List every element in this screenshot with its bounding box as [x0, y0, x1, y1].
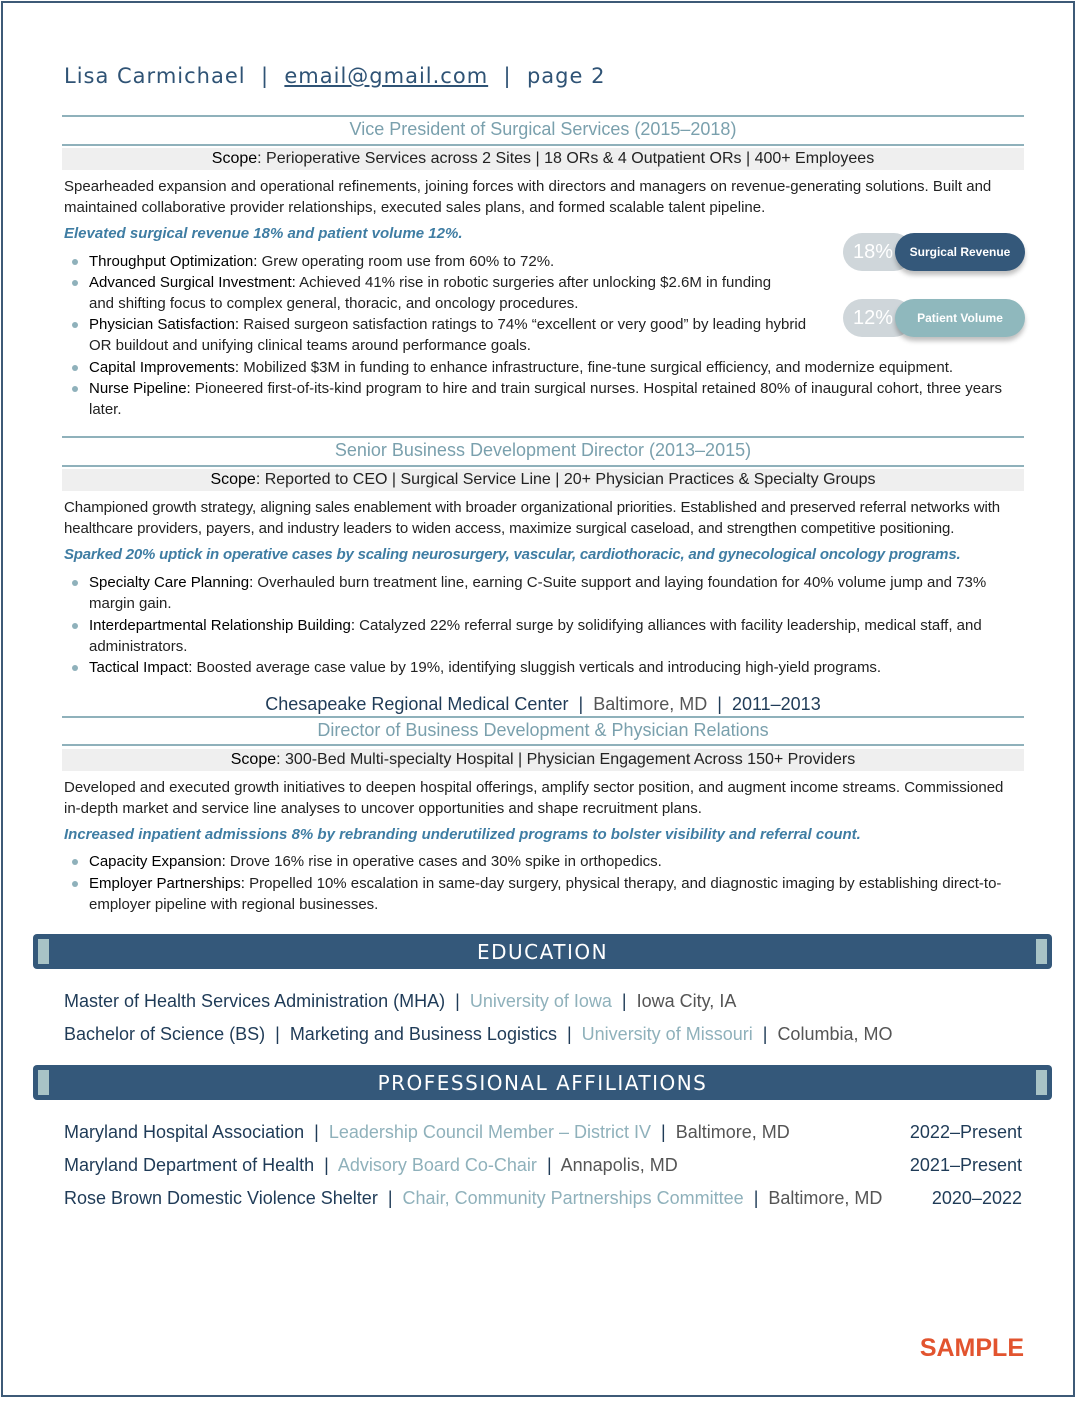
affiliation-dates: 2021–Present — [909, 1155, 1022, 1175]
job3-top-rule — [62, 716, 1024, 718]
job3-bottom-rule — [62, 744, 1024, 746]
job2-summary: Championed growth strategy, aligning sales enablement with broader organizational priorities. Established and preserved referral networks with healthcare providers, payers, and industry leaders to widen access, maximize surgical caseload, and strengthen competitive positioning. — [64, 499, 1001, 537]
affiliations-heading: PROFESSIONAL AFFILIATIONS — [377, 1071, 708, 1095]
job1-top-rule — [62, 115, 1024, 117]
affiliation-item: Rose Brown Domestic Violence Shelter | Chair, Community Partnerships Committee | Baltimore, MD — [64, 1188, 883, 1208]
affiliation-dates: 2020–2022 — [931, 1188, 1022, 1208]
job2-top-rule — [62, 436, 1024, 438]
list-item: Advanced Surgical Investment: Achieved 41% rise in robotic surgeries after unlocking $2.6M in funding and shifting focus to complex general, thoracic, and oncology procedures. — [72, 272, 777, 314]
list-item: Specialty Care Planning: Overhauled burn treatment line, earning C-Suite support and laying foundation for 40% volume jump and 73% margin gain. — [72, 572, 1012, 614]
job1-title: Vice President of Surgical Services (2015–2018) — [349, 119, 737, 139]
list-item: Throughput Optimization: Grew operating room use from 60% to 72%. — [72, 251, 812, 272]
job1-highlight: Elevated surgical revenue 18% and patient volume 12%. — [64, 225, 463, 242]
job1-bottom-rule — [62, 144, 1024, 146]
bullet-icon — [72, 580, 78, 586]
job3-summary: Developed and executed growth initiatives to deepen hospital offerings, amplify sector position, and augment income streams. Commissioned in-depth market and service line analyses to uncover opportunities and shape recruitment plans. — [64, 779, 1004, 817]
job3-employer: Chesapeake Regional Medical Center | Baltimore, MD | 2011–2013 — [265, 694, 821, 714]
education-item: Bachelor of Science (BS) | Marketing and Business Logistics | University of Missouri | Columbia, MO — [64, 1024, 893, 1044]
job3-highlight: Increased inpatient admissions 8% by rebranding underutilized programs to bolster visibility and referral count. — [64, 826, 861, 843]
candidate-name: Lisa Carmichael — [64, 64, 246, 88]
bullet-icon — [72, 322, 78, 328]
job1-summary: Spearheaded expansion and operational refinements, joining forces with directors and managers on revenue-generating solutions. Built and maintained collaborative provider relationships, executed sales plans, and formed scalable talent pipeline. — [64, 178, 992, 216]
job3-title: Director of Business Development & Physician Relations — [317, 720, 769, 740]
bullet-icon — [72, 386, 78, 392]
job2-highlight: Sparked 20% uptick in operative cases by scaling neurosurgery, vascular, cardiothoracic, and gynecological oncology programs. — [64, 546, 961, 563]
affiliation-item: Maryland Department of Health | Advisory Board Co-Chair | Annapolis, MD — [64, 1155, 678, 1175]
affiliation-dates: 2022–Present — [909, 1122, 1022, 1142]
bullet-icon — [72, 365, 78, 371]
education-heading-bar — [33, 934, 1052, 969]
list-item: Nurse Pipeline: Pioneered first-of-its-kind program to hire and train surgical nurses. Hospital retained 80% of inaugural cohort, three years later. — [72, 378, 1012, 420]
bullet-icon — [72, 665, 78, 671]
list-item: Capital Improvements: Mobilized $3M in funding to enhance infrastructure, fine-tune surgical efficiency, and modernize equipment. — [72, 357, 1022, 378]
bullet-icon — [72, 259, 78, 265]
list-item: Employer Partnerships: Propelled 10% escalation in same-day surgery, physical therapy, and diagnostic imaging by establishing direct-to-employer pipeline with regional businesses. — [72, 873, 1017, 915]
page-header: Lisa Carmichael | email@gmail.com | page 2 — [64, 64, 606, 88]
job2-scope: Scope: Reported to CEO | Surgical Service Line | 20+ Physician Practices & Specialty Groups — [62, 469, 1024, 491]
bullet-icon — [72, 881, 78, 887]
job1-scope: Scope: Perioperative Services across 2 Sites | 18 ORs & 4 Outpatient ORs | 400+ Employees — [62, 148, 1024, 170]
affiliation-item: Maryland Hospital Association | Leadership Council Member – District IV | Baltimore, MD — [64, 1122, 790, 1142]
list-item: Capacity Expansion: Drove 16% rise in operative cases and 30% spike in orthopedics. — [72, 851, 1017, 872]
page-number: page 2 — [526, 64, 606, 88]
education-heading: EDUCATION — [476, 940, 609, 964]
email-link[interactable]: email@gmail.com — [284, 64, 489, 88]
sample-watermark: SAMPLE — [919, 1334, 1024, 1362]
list-item: Physician Satisfaction: Raised surgeon satisfaction ratings to 74% “excellent or very good” by leading hybrid OR buildout and unifying clinical teams around performance goals. — [72, 314, 812, 356]
education-item: Master of Health Services Administration (MHA) | University of Iowa | Iowa City, IA — [64, 991, 737, 1011]
list-item: Tactical Impact: Boosted average case value by 19%, identifying sluggish verticals and introducing high-yield programs. — [72, 657, 1017, 678]
bullet-icon — [72, 280, 78, 286]
list-item: Interdepartmental Relationship Building: Catalyzed 22% referral surge by solidifying alliances with facility leadership, medical staff, and administrators. — [72, 615, 1017, 657]
job2-title: Senior Business Development Director (2013–2015) — [334, 440, 752, 460]
bullet-icon — [72, 623, 78, 629]
affiliations-heading-bar — [33, 1065, 1052, 1100]
job2-bottom-rule — [62, 465, 1024, 467]
bullet-icon — [72, 859, 78, 865]
job3-scope: Scope: 300-Bed Multi-specialty Hospital | Physician Engagement Across 150+ Providers — [62, 749, 1024, 771]
